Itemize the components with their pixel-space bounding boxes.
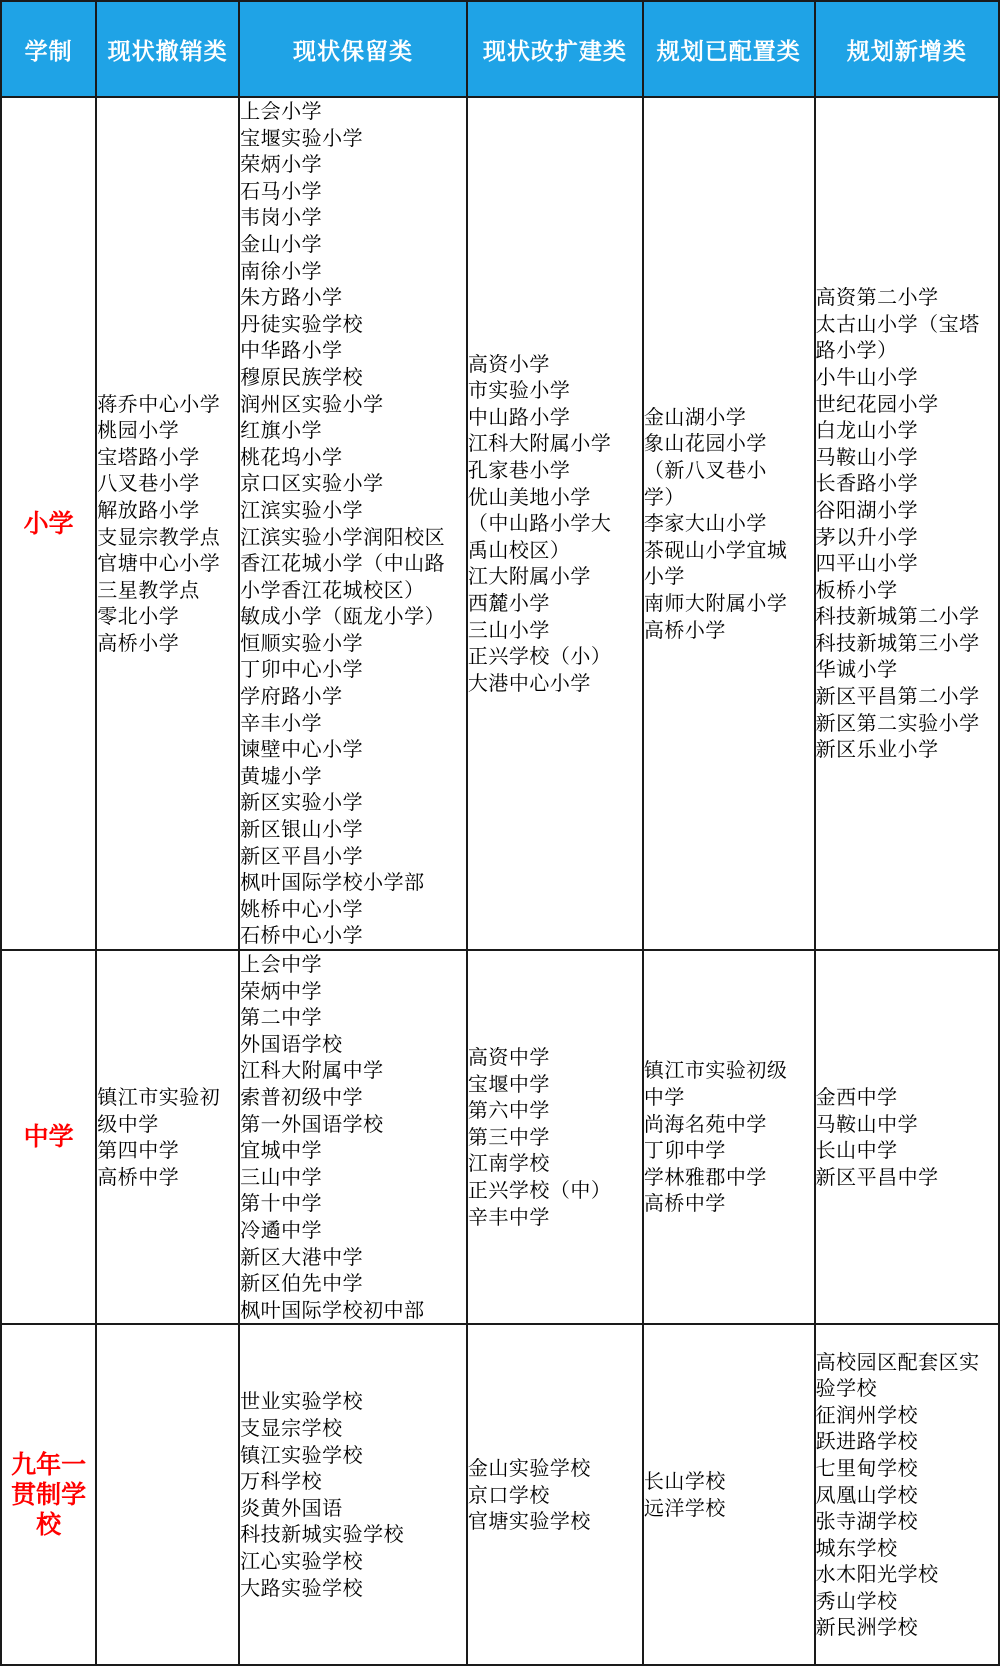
school-name: 桃花坞小学 xyxy=(240,444,343,469)
school-name: 荣炳中学 xyxy=(240,978,323,1003)
revoke-list xyxy=(96,1324,239,1665)
school-name: 第六中学 xyxy=(467,1098,550,1123)
school-name: 枫叶国际学校初中部 xyxy=(240,1297,425,1322)
school-name: 世业实验学校 xyxy=(240,1389,364,1414)
school-name: 上会中学 xyxy=(240,952,323,976)
school-name: 象山花园小学 （新八叉巷小 学） xyxy=(643,431,767,509)
school-name: 优山美地小学 （中山路小学大 禹山校区） xyxy=(467,484,612,562)
header-planned-new: 规划新增类 xyxy=(815,1,999,97)
school-name: 水木阳光学校 xyxy=(815,1562,939,1587)
retain-list xyxy=(239,950,467,1324)
school-name: 新区平昌中学 xyxy=(815,1164,939,1189)
school-name: 镇江市实验初级 中学 xyxy=(643,1058,788,1109)
school-name: 高资第二小学 xyxy=(815,285,939,310)
retain-list xyxy=(239,97,467,950)
school-name: 南师大附属小学 xyxy=(643,590,788,615)
school-name: 新区大港中学 xyxy=(240,1244,364,1269)
configured-list xyxy=(643,950,815,1324)
school-name: 远洋学校 xyxy=(643,1495,726,1520)
school-name: 枫叶国际学校小学部 xyxy=(240,870,425,895)
school-name: 丹徒实验学校 xyxy=(240,311,364,336)
school-name: 荣炳小学 xyxy=(240,152,323,177)
revoke-list xyxy=(96,97,239,950)
school-name: 四平山小学 xyxy=(815,551,919,576)
school-name: 谏壁中心小学 xyxy=(240,737,364,762)
school-name: 中华路小学 xyxy=(240,338,343,363)
school-name: 高桥中学 xyxy=(97,1164,180,1189)
school-name: 京口学校 xyxy=(467,1482,550,1507)
school-name: 小牛山小学 xyxy=(815,364,919,389)
school-name: 高桥中学 xyxy=(643,1191,726,1216)
school-name: 高资小学 xyxy=(467,351,550,376)
row-middle xyxy=(1,950,999,1324)
school-type-primary: 小学 xyxy=(1,97,96,950)
school-name: 华诚小学 xyxy=(815,657,898,682)
school-name: 三山小学 xyxy=(467,617,550,642)
header-current-expand: 现状改扩建类 xyxy=(467,1,643,97)
school-name: 谷阳湖小学 xyxy=(815,497,919,522)
school-name: 冷遹中学 xyxy=(240,1217,323,1242)
school-name: 江大附属小学 xyxy=(467,564,591,589)
school-name: 大港中心小学 xyxy=(467,670,591,695)
school-name: 辛丰中学 xyxy=(467,1204,550,1229)
school-name: 科技新城第二小学 xyxy=(815,604,980,629)
school-name: 宜城中学 xyxy=(240,1138,323,1163)
school-name: 城东学校 xyxy=(815,1535,898,1560)
school-name: 宝堰中学 xyxy=(467,1071,550,1096)
school-name: 跃进路学校 xyxy=(815,1429,919,1454)
school-name: 新区乐业小学 xyxy=(815,737,939,762)
school-name: 江南学校 xyxy=(467,1151,550,1176)
school-name: 解放路小学 xyxy=(97,497,200,522)
school-name: 高桥小学 xyxy=(643,617,726,642)
school-name: 第二中学 xyxy=(240,1005,323,1030)
school-name: 金山湖小学 xyxy=(643,404,747,429)
school-name: 长山学校 xyxy=(643,1469,726,1494)
school-name: 正兴学校（中） xyxy=(467,1178,612,1203)
new-list xyxy=(815,1324,999,1665)
school-name: 金山小学 xyxy=(240,231,323,256)
school-name: 姚桥中心小学 xyxy=(240,896,364,921)
school-name: 新区伯先中学 xyxy=(240,1271,364,1296)
school-name: 零北小学 xyxy=(97,604,180,629)
school-type-nine-year: 九年一 贯制学 校 xyxy=(1,1324,96,1665)
new-list xyxy=(815,97,999,950)
school-name: 江滨实验小学润阳校区 xyxy=(240,524,446,549)
expand-list xyxy=(467,97,643,950)
school-name: 马鞍山中学 xyxy=(815,1111,919,1136)
school-name: 西麓小学 xyxy=(467,590,550,615)
school-name: 三星教学点 xyxy=(97,577,200,602)
school-name: 长香路小学 xyxy=(815,471,919,496)
school-name: 恒顺实验小学 xyxy=(240,630,364,655)
school-name: 黄墟小学 xyxy=(240,763,323,788)
school-name: 支显宗教学点 xyxy=(97,524,221,549)
school-name: 第四中学 xyxy=(97,1138,180,1163)
school-name: 宝堰实验小学 xyxy=(240,125,364,150)
school-name: 孔家巷小学 xyxy=(467,458,571,483)
school-name: 红旗小学 xyxy=(240,418,323,443)
school-name: 高校园区配套区实 验学校 xyxy=(815,1349,980,1401)
school-name: 镇江市实验初 级中学 xyxy=(97,1084,221,1136)
school-name: 官塘中心小学 xyxy=(97,551,221,576)
school-name: 金西中学 xyxy=(815,1084,898,1109)
school-name: 马鞍山小学 xyxy=(815,444,919,469)
school-name: 辛丰小学 xyxy=(240,710,323,735)
header-school-system: 学制 xyxy=(1,1,96,97)
school-name: 新区银山小学 xyxy=(240,817,364,842)
school-name: 润州区实验小学 xyxy=(240,391,384,416)
school-name: 新民洲学校 xyxy=(815,1615,919,1640)
school-name: 支显宗学校 xyxy=(240,1416,343,1441)
school-name: 第三中学 xyxy=(467,1124,550,1149)
header-row xyxy=(1,1,999,97)
school-name: 高桥小学 xyxy=(97,630,180,655)
school-name: 新区平昌第二小学 xyxy=(815,684,980,709)
school-name: 第十中学 xyxy=(240,1191,323,1216)
school-name: 石马小学 xyxy=(240,178,323,203)
school-name: 中山路小学 xyxy=(467,404,571,429)
school-name: 上会小学 xyxy=(240,99,323,123)
school-name: 宝塔路小学 xyxy=(97,444,200,469)
school-name: 朱方路小学 xyxy=(240,285,343,310)
school-name: 长山中学 xyxy=(815,1138,898,1163)
school-name: 韦岗小学 xyxy=(240,205,323,230)
school-name: 万科学校 xyxy=(240,1469,323,1494)
school-name: 江科大附属中学 xyxy=(240,1058,384,1083)
school-name: 正兴学校（小） xyxy=(467,644,612,669)
school-name: 三山中学 xyxy=(240,1164,323,1189)
school-type-middle: 中学 xyxy=(1,950,96,1324)
school-name: 穆原民族学校 xyxy=(240,364,364,389)
school-name: 镇江实验学校 xyxy=(240,1442,364,1467)
school-name: 香江花城小学（中山路 小学香江花城校区） xyxy=(240,551,446,602)
school-name: 世纪花园小学 xyxy=(815,391,939,416)
school-name: 蒋乔中心小学 xyxy=(97,391,221,416)
school-name: 八叉巷小学 xyxy=(97,471,200,496)
school-name: 外国语学校 xyxy=(240,1031,343,1056)
configured-list xyxy=(643,1324,815,1665)
school-name: 石桥中心小学 xyxy=(240,923,364,948)
school-name: 七里甸学校 xyxy=(815,1455,919,1480)
school-name: 新区第二实验小学 xyxy=(815,710,980,735)
expand-list xyxy=(467,1324,643,1665)
school-name: 江科大附属小学 xyxy=(467,431,612,456)
new-list xyxy=(815,950,999,1324)
school-name: 茅以升小学 xyxy=(815,524,919,549)
school-name: 秀山学校 xyxy=(815,1588,898,1613)
school-name: 新区平昌小学 xyxy=(240,843,364,868)
row-nine-year xyxy=(1,1324,999,1665)
school-name: 高资中学 xyxy=(467,1045,550,1070)
configured-list xyxy=(643,97,815,950)
school-name: 征润州学校 xyxy=(815,1402,919,1427)
school-name: 官塘实验学校 xyxy=(467,1509,591,1534)
school-name: 敏成小学（瓯龙小学） xyxy=(240,604,446,629)
school-name: 茶砚山小学宜城 小学 xyxy=(643,537,788,589)
school-name: 学林雅郡中学 xyxy=(643,1164,767,1189)
school-name: 太古山小学（宝塔 路小学） xyxy=(815,311,980,363)
school-name: 炎黄外国语 xyxy=(240,1495,343,1520)
school-name: 丁卯中学 xyxy=(643,1138,726,1163)
expand-list xyxy=(467,950,643,1324)
school-name: 京口区实验小学 xyxy=(240,471,384,496)
school-name: 丁卯中心小学 xyxy=(240,657,364,682)
school-name: 江心实验学校 xyxy=(240,1549,364,1573)
school-name: 白龙山小学 xyxy=(815,418,919,443)
school-name: 新区实验小学 xyxy=(240,790,364,815)
revoke-list xyxy=(96,950,239,1324)
school-name: 索普初级中学 xyxy=(240,1084,364,1109)
school-name: 南徐小学 xyxy=(240,258,323,283)
school-name: 李家大山小学 xyxy=(643,511,767,536)
school-name: 市实验小学 xyxy=(467,378,571,403)
school-name: 科技新城第三小学 xyxy=(815,630,980,655)
school-name: 大路实验学校 xyxy=(240,1575,364,1600)
header-current-revoke: 现状撤销类 xyxy=(96,1,239,97)
school-name: 张寺湖学校 xyxy=(815,1509,919,1534)
row-primary xyxy=(1,97,999,950)
school-name: 板桥小学 xyxy=(815,577,898,602)
school-name: 凤凰山学校 xyxy=(815,1482,919,1507)
header-current-retain: 现状保留类 xyxy=(239,1,467,97)
school-name: 江滨实验小学 xyxy=(240,497,364,522)
school-name: 桃园小学 xyxy=(97,418,180,443)
retain-list xyxy=(239,1324,467,1665)
school-name: 科技新城实验学校 xyxy=(240,1522,405,1547)
school-name: 学府路小学 xyxy=(240,684,343,709)
school-name: 第一外国语学校 xyxy=(240,1111,384,1136)
header-planned-configured: 规划已配置类 xyxy=(643,1,815,97)
school-name: 金山实验学校 xyxy=(467,1455,591,1480)
school-name: 尚海名苑中学 xyxy=(643,1111,767,1136)
